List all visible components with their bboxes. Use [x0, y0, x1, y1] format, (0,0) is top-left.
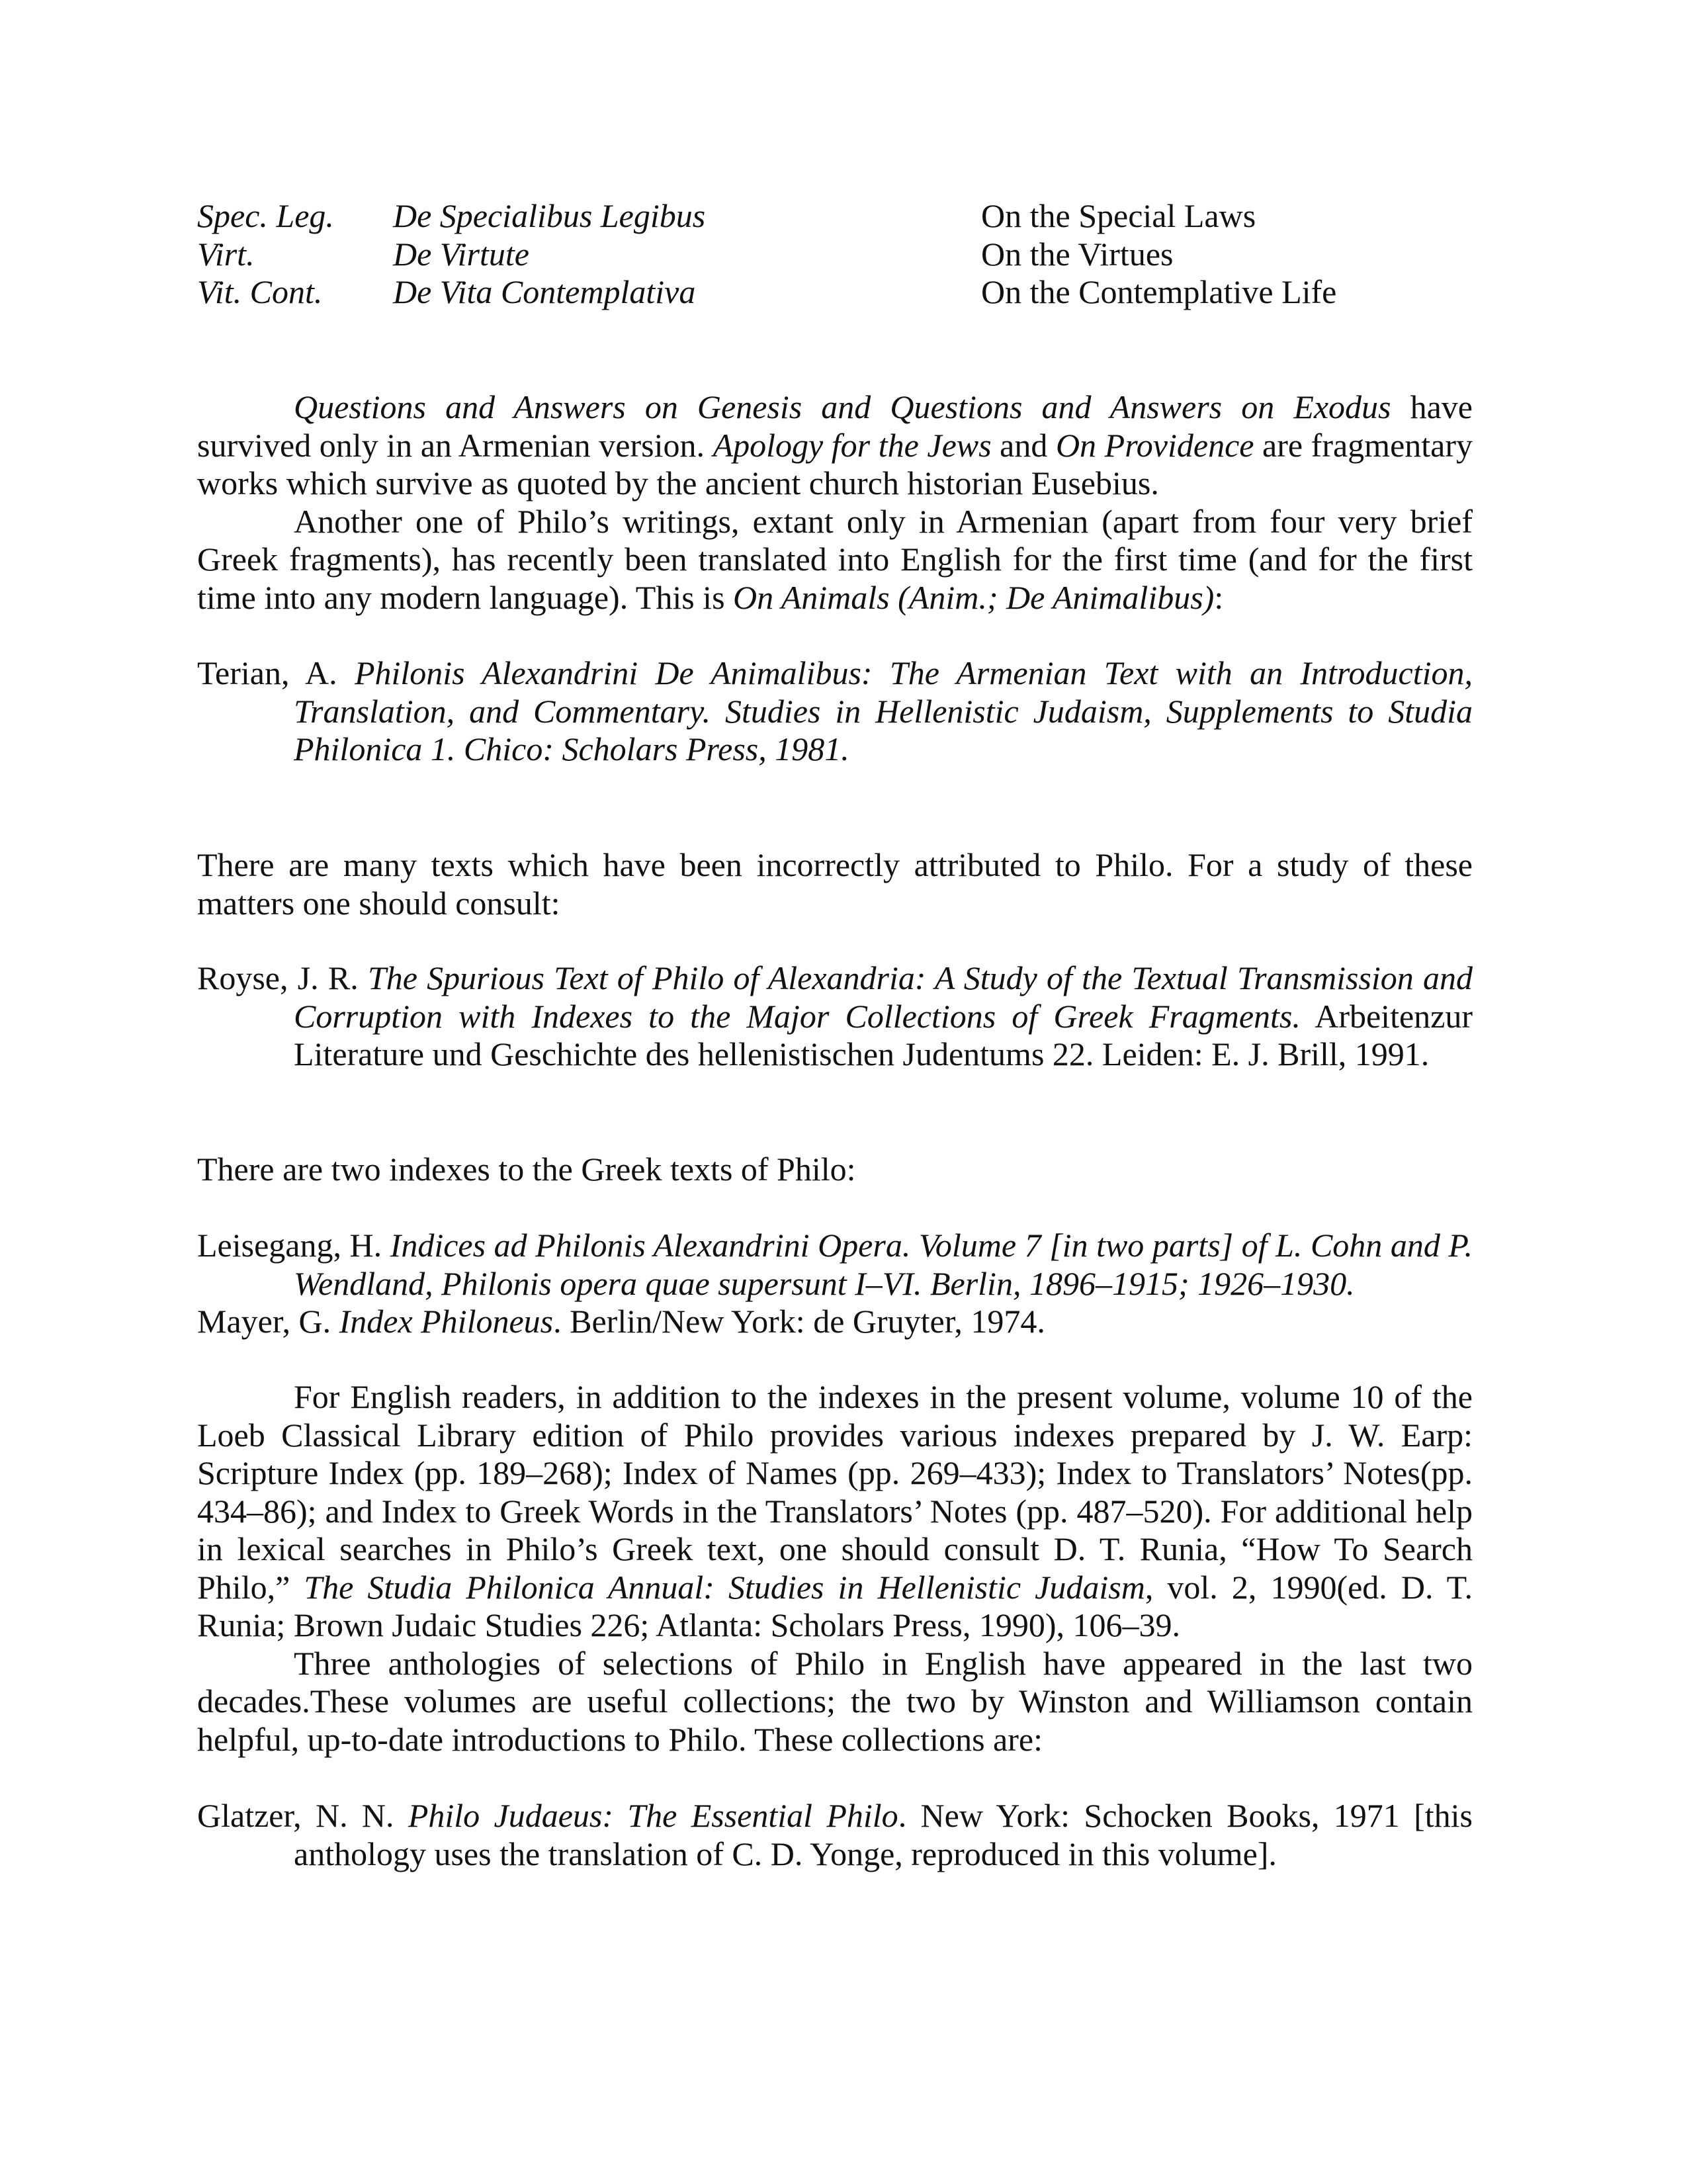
text-run: . Berlin/New York: de Gruyter, 1974. [553, 1303, 1045, 1340]
citation-entry [197, 1303, 1473, 1341]
text-run: , vol. 2, 1990(ed. D. T. Runia; Brown Judaic Studies 226; Atlanta: Scholars Press, 1990), 106–39. [197, 1568, 1473, 1643]
italic-title-text: Index Philoneus [339, 1303, 554, 1340]
text-run: Terian, A. [197, 654, 355, 691]
italic-title-text: Questions and Answers on Genesis and Questions and Answers on Exodus [294, 388, 1391, 425]
italic-title-text: Indices ad Philonis Alexandrini Opera. Volume 7 [in two parts] of L. Cohn and P. Wendland, Philonis opera quae supersunt I–VI. Berlin, 1896–1915; 1926–1930. [294, 1227, 1473, 1302]
italic-title-text: On Animals (Anim.; De Animalibus) [733, 578, 1215, 616]
text-run: For English readers, in addition to the indexes in the present volume, volume 10 of the Loeb Classical Library edition of Philo provides various indexes prepared by J. W. Earp: Scripture Index (pp. 189–268); Index of Names (pp. 269–433); Index to Translators’ Notes(pp. 434–86); and Index to Greek Words in the Translators’ Notes (pp. 487–520). For additional help in lexical searches in Philo’s Greek text, one should consult D. T. Runia, “How To Search Philo,” [197, 1378, 1473, 1606]
citation-entry [197, 654, 1473, 769]
paragraph [197, 1378, 1473, 1645]
abbreviation-row [197, 236, 1473, 274]
text-run: : [1214, 578, 1224, 616]
italic-title-text: Apology for the Jews [713, 426, 992, 464]
paragraph [197, 846, 1473, 922]
english-title: On the Special Laws [981, 197, 1256, 234]
citation-entry [197, 959, 1473, 1074]
english-readers-section [197, 1378, 1473, 1759]
armenian-works-section [197, 388, 1473, 617]
abbreviation-row [197, 197, 1473, 236]
english-title: On the Contemplative Life [981, 273, 1337, 310]
text-run: Three anthologies of selections of Philo in English have appeared in the last two decades.These volumes are useful collections; the two by Winston and Williamson contain helpful, up-to-date introductions to Philo. These collections are: [197, 1644, 1473, 1758]
english-title: On the Virtues [981, 235, 1174, 273]
text-run: Another one of Philo’s writings, extant only in Armenian (apart from four very brief Greek fragments), has recently been translated into English for the first time (and for the first time into any modern language). This is [197, 502, 1473, 616]
italic-title-text: The Spurious Text of Philo of Alexandria: A Study of the Textual Transmission and Corruption with Indexes to the Major Collections of Greek Fragments. [294, 959, 1473, 1035]
text-run: Arbeitenzur Literature und Geschichte des hellenistischen Judentums 22. Leiden: E. J. Brill, 1991. [294, 997, 1473, 1072]
text-run: Royse, J. R. [197, 959, 368, 996]
text-run: and [991, 426, 1056, 464]
abbreviation: Virt. [197, 235, 255, 273]
royse-citation [197, 959, 1473, 1074]
text-run: Leisegang, H. [197, 1227, 390, 1264]
italic-title-text: Philo Judaeus: The Essential Philo [408, 1797, 898, 1834]
spurious-texts-paragraph [197, 846, 1473, 922]
abbreviation-table [197, 197, 1473, 312]
terian-citation [197, 654, 1473, 769]
greek-indexes-intro [197, 1151, 1473, 1189]
text-run: are fragmentary works which survive as quoted by the ancient church historian Eusebius. [197, 426, 1473, 502]
latin-title: De Virtute [393, 235, 529, 273]
paragraph [197, 1645, 1473, 1759]
text-run: There are two indexes to the Greek texts of Philo: [197, 1151, 856, 1188]
greek-indexes-citations [197, 1227, 1473, 1341]
paragraph [197, 388, 1473, 503]
citation-entry [197, 1227, 1473, 1303]
text-run: Mayer, G. [197, 1303, 339, 1340]
text-run: have survived only in an Armenian version. [197, 388, 1473, 464]
paragraph [197, 1151, 1473, 1189]
abbreviation: Vit. Cont. [197, 273, 323, 310]
italic-title-text: Philonis Alexandrini De Animalibus: The Armenian Text with an Introduction, Translation, and Commentary. Studies in Hellenistic Judaism, Supplements to Studia Philonica 1. Chico: Scholars Press, 1981. [294, 654, 1473, 767]
text-run: . New York: Schocken Books, 1971 [this anthology uses the translation of C. D. Yonge, reproduced in this volume]. [294, 1797, 1473, 1872]
glatzer-citation [197, 1797, 1473, 1873]
latin-title: De Specialibus Legibus [393, 197, 706, 234]
text-run: Glatzer, N. N. [197, 1797, 408, 1834]
citation-entry [197, 1797, 1473, 1873]
italic-title-text: The Studia Philonica Annual: Studies in Hellenistic Judaism [304, 1568, 1145, 1606]
text-run: There are many texts which have been incorrectly attributed to Philo. For a study of these matters one should consult: [197, 846, 1473, 922]
italic-title-text: On Providence [1055, 426, 1254, 464]
latin-title: De Vita Contemplativa [393, 273, 696, 310]
paragraph [197, 503, 1473, 617]
abbreviation-row [197, 273, 1473, 312]
abbreviation: Spec. Leg. [197, 197, 334, 234]
